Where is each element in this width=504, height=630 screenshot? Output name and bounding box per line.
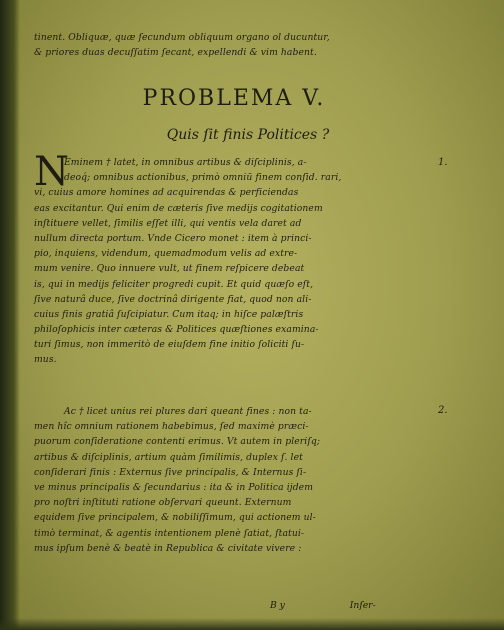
margin-note-1: 1.: [438, 157, 448, 168]
text-line: deoq́; omnibus actionibus, primò omniū finem conſid. rari,: [64, 172, 342, 184]
top-lines: [34, 30, 432, 60]
text-line: nullum directa portum. Vnde Cicero monet : item à princi-: [34, 232, 312, 244]
paragraph-1: [34, 155, 432, 368]
text-line: Eminem † latet, in omnibus artibus & diſciplinis, a-: [64, 157, 307, 168]
text-line: eas excitantur. Qui enim de cæteris ſive medijs cogitationem: [34, 202, 323, 214]
text-line: men hîc omnium rationem habebimus, ſed maximè præci-: [34, 421, 309, 433]
signature-mark: B y: [270, 600, 285, 611]
text-line: philoſophicis inter cæteras & Politices quæſtiones examina-: [34, 324, 319, 336]
problem-heading: PROBLEMA V.: [142, 86, 326, 111]
text-line: ve minus principalis & ſecundarius : ita & in Politica ijdem: [34, 481, 314, 493]
text-line: conſiderari finis : Externus ſive principalis, & Internus ſi-: [34, 466, 307, 478]
text-line: inſtituere vellet, ſimilis eſſet illi, qui ventis vela daret ad: [34, 217, 302, 229]
text-line: mum venire. Quo innuere vult, ut finem reſpicere debeat: [34, 263, 305, 275]
text-line: pio, inquiens, videndum, quemadmodum velis ad extre-: [34, 248, 298, 260]
page-gutter-shadow: [0, 0, 20, 630]
text-line: ſive naturâ duce, ſive doctrinâ dirigente fiat, quod non ali-: [34, 293, 312, 305]
margin-note-2: 2.: [438, 405, 448, 416]
text-line: pro noſtri inſtituti ratione obſervari queunt. Externum: [34, 497, 292, 509]
page-bottom-shadow: [0, 618, 504, 630]
text-line: timò terminat, & agentis intentionem plenè ſatiat, ſtatui-: [34, 527, 305, 539]
text-line: tinent. Obliquæ, quæ ſecundum obliquum organo ol ducuntur,: [34, 32, 330, 43]
text-line: puorum conſideratione contenti erimus. Vt autem in pleriſq;: [34, 436, 321, 448]
text-line: is, qui in medijs feliciter progredi cupit. Et quid quæſo eſt,: [34, 278, 314, 290]
text-line: equidem ſive principalem, & nobiliſſimum, qui actionem ul-: [34, 512, 316, 524]
text-line: & priores duas decuſſatim ſecant, expellendi & vim habent.: [34, 47, 317, 59]
catchword: Inſer-: [349, 600, 376, 611]
text-line: Ac † licet unius rei plures dari queant fines : non ta-: [64, 406, 312, 417]
catchword-line: [270, 600, 430, 611]
paragraph-2: [34, 404, 432, 556]
drop-cap: N: [34, 149, 69, 195]
text-line: artibus & diſciplinis, artium quàm ſimilimis, duplex ſ. let: [34, 451, 303, 463]
text-line: vi, cuius amore homines ad acquirendas & perficiendas: [34, 187, 299, 199]
problem-subheading: Quis ſit finis Politices ?: [166, 127, 330, 143]
text-line: turi ſimus, non immeritò de eiuſdem fine initio ſoliciti ſu-: [34, 339, 305, 351]
text-line: mus.: [34, 354, 57, 366]
text-line: cuius finis gratiâ ſuſcipiatur. Cum itaq; in hiſce palæſtris: [34, 308, 304, 320]
text-line: mus ipſum benè & beatè in Republica & civitate vivere :: [34, 542, 302, 554]
